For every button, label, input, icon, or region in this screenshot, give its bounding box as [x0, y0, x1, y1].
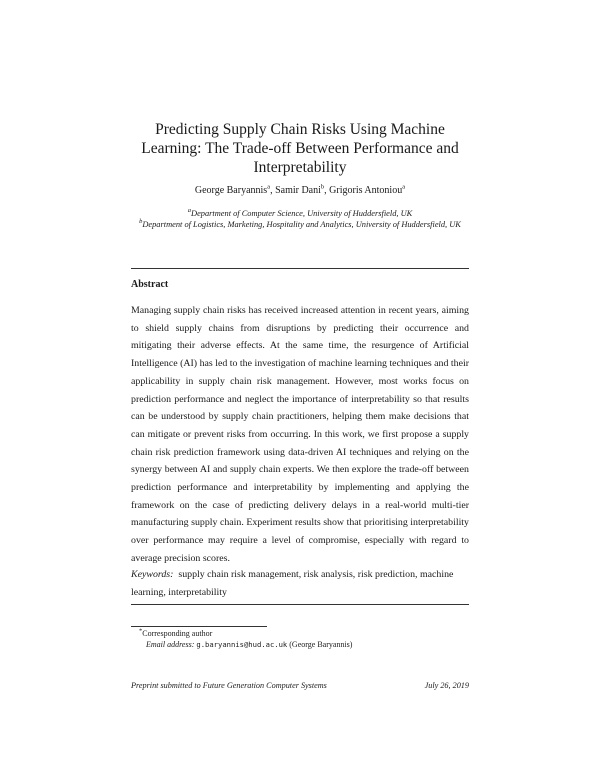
abstract-bottom-rule: [131, 604, 469, 605]
email-owner: (George Baryannis): [289, 640, 353, 649]
keywords: [131, 566, 469, 601]
footnote-text: Corresponding author: [142, 629, 213, 638]
email-link[interactable]: g.baryannis@hud.ac.uk: [196, 640, 288, 649]
abstract-body: Managing supply chain risks has received increased attention in recent years, aiming to shield supply chains from disruptions by predicting their occurrence and mitigating their adverse effects. At the same time, the resurgence of Artificial Intelligence (AI) has led to the investigation of machine learning techniques and their applicability in supply chain risk management. However, most works focus on prediction performance and neglect the importance of interpretability so that results can be understood by supply chain practitioners, helping them make decisions that can mitigate or prevent risks from occurring. In this work, we first propose a supply chain risk prediction framework using data-driven AI techniques and relying on the synergy between AI and supply chain experts. We then explore the trade-off between prediction performance and interpretability by implementing and applying the framework on the case of predicting delivery delays in a real-world multi-tier manufacturing supply chain. Experiment results show that prioritising interpretability over performance may require a level of compromise, especially with regard to average precision scores.: [131, 305, 469, 564]
affiliation-mark: a: [187, 207, 192, 215]
abstract-heading: Abstract: [131, 279, 169, 290]
keywords-list: supply chain risk management, risk analysis, risk prediction, machine learning, interpretability: [131, 569, 454, 598]
footnote-corresponding: [139, 628, 212, 639]
abstract-top-rule: [131, 268, 469, 269]
author-list: George Baryannis$^a$, Samir Dani$^b$, Grigoris Antoniou$^a$: [194, 183, 406, 196]
title-line: Learning: The Trade-off Between Performance and: [141, 140, 459, 157]
affiliation: [100, 208, 500, 219]
title-line: Interpretability: [253, 159, 347, 176]
footnote-rule: [131, 626, 267, 627]
author-affiliation-mark: a: [402, 183, 406, 191]
paper-title: [130, 120, 470, 177]
author-affiliation-mark: a: [267, 183, 271, 191]
affiliation-text: Department of Computer Science, University of Huddersfield, UK: [191, 209, 413, 218]
author-name: Samir Dani: [275, 185, 321, 196]
preprint-date: July 26, 2019: [424, 681, 469, 690]
email-label: Email address:: [146, 640, 195, 649]
affiliation-text: Department of Logistics, Marketing, Hospitality and Analytics, University of Huddersfield, UK: [142, 220, 461, 229]
affiliation: [131, 219, 469, 230]
footnote-mark: *: [139, 627, 143, 635]
footnote-email: [146, 639, 352, 650]
author-affiliation-mark: b: [320, 183, 325, 191]
author-name: George Baryannis: [194, 185, 268, 196]
preprint-note: Preprint submitted to Future Generation Computer Systems: [131, 681, 327, 690]
title-line: Predicting Supply Chain Risks Using Machine: [155, 121, 445, 138]
author-name: Grigoris Antoniou: [329, 185, 403, 196]
affiliation-mark: b: [139, 218, 143, 226]
keywords-label: Keywords:: [131, 569, 174, 580]
